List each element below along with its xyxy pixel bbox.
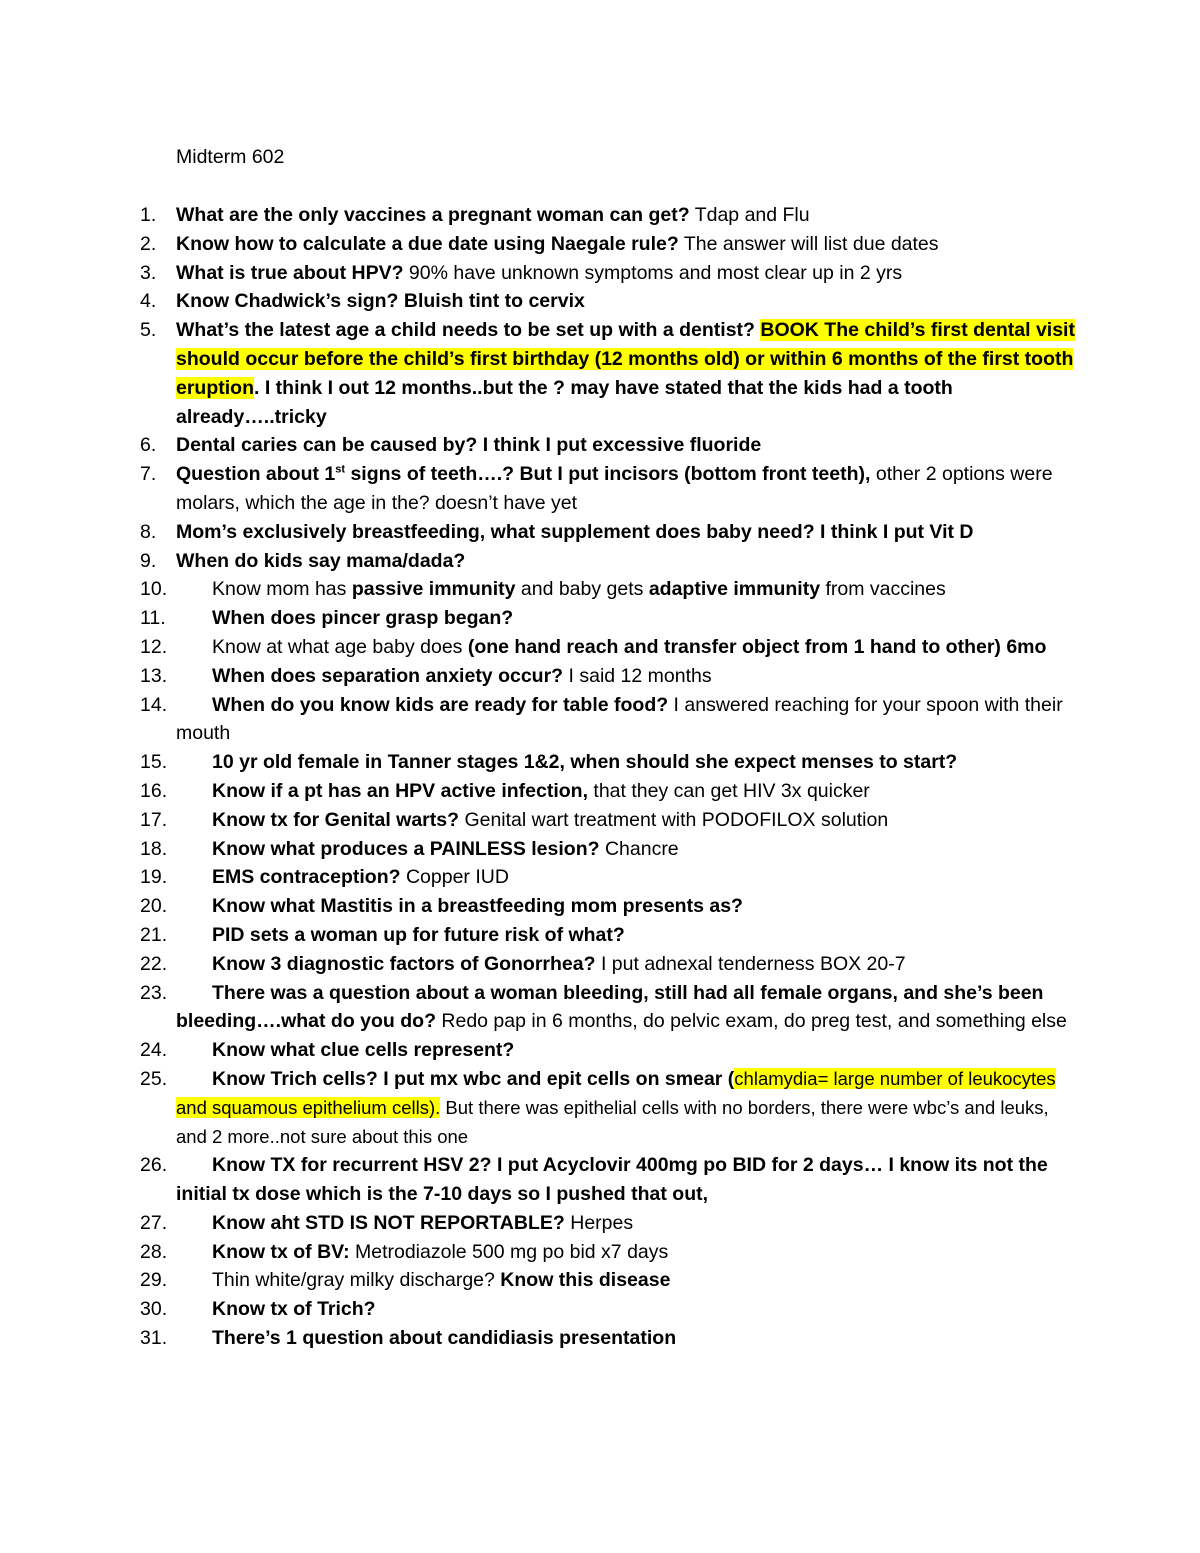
item-number: 29. — [140, 1269, 168, 1292]
question-text: Know 3 diagnostic factors of Gonorrhea? — [212, 952, 596, 975]
question-text: When does separation anxiety occur? — [212, 664, 564, 687]
question-text: passive immunity — [351, 578, 516, 601]
list-item — [0, 921, 1076, 950]
question-text: Know tx of Trich? — [212, 1298, 376, 1321]
question-text: What’s the latest age a child needs to be set up with a dentist? — [176, 319, 755, 342]
list-item — [0, 950, 1076, 979]
item-number: 13. — [140, 664, 168, 687]
item-number: 25. — [140, 1067, 168, 1090]
list-item — [0, 1065, 1076, 1151]
answer-text: Copper IUD — [400, 866, 509, 889]
item-number: 27. — [140, 1211, 168, 1234]
question-text: When do you know kids are ready for table food? — [212, 693, 669, 716]
list-item — [0, 201, 1076, 230]
answer-text: Tdap and Flu — [689, 204, 810, 226]
item-number: 6. — [140, 434, 157, 457]
question-text: PID sets a woman up for future risk of what? — [212, 923, 625, 946]
item-number: 17. — [140, 808, 168, 831]
item-number: 2. — [140, 232, 157, 255]
question-text: Mom’s exclusively breastfeeding, what supplement does baby need? I think I put Vit D — [176, 520, 974, 543]
question-text: Know TX for recurrent HSV 2? I put Acyclovir 400mg po BID for 2 days… I know its not the initial tx dose which is the 7-10 days so I pushed that out, — [176, 1154, 1048, 1206]
question-text: There’s 1 question about candidiasis presentation — [212, 1327, 677, 1350]
item-number: 9. — [140, 549, 157, 572]
answer-text: Know mom has — [212, 578, 352, 601]
highlighted-answer: chlamydia= large number of leukocytes and squamous epithelium cells). — [176, 1067, 1056, 1118]
answer-text: Redo pap in 6 months, do pelvic exam, do preg test, and something else — [435, 1010, 1067, 1033]
question-text: Know what clue cells represent? — [212, 1039, 515, 1062]
item-number: 11. — [140, 607, 166, 630]
list-item — [0, 287, 1076, 316]
question-text: Know aht STD IS NOT REPORTABLE? — [212, 1211, 565, 1234]
list-item — [0, 518, 1076, 547]
question-text: (one hand reach and transfer object from 1 hand to other) 6mo — [467, 635, 1047, 658]
answer-text: that they can get HIV 3x quicker — [587, 779, 870, 802]
list-item — [0, 1295, 1076, 1324]
question-text: 10 yr old female in Tanner stages 1&2, when should she expect menses to start? — [212, 751, 958, 774]
question-text: When does pincer grasp began? — [212, 607, 514, 630]
question-text: Know how to calculate a due date using Naegale rule? — [176, 232, 679, 255]
question-text: Dental caries can be caused by? I think I put excessive fluoride — [176, 434, 762, 457]
list-item — [0, 1324, 1076, 1353]
item-number: 20. — [140, 895, 168, 918]
item-number: 15. — [140, 751, 168, 774]
question-text: When do kids say mama/dada? — [176, 549, 466, 572]
item-number: 4. — [140, 290, 157, 313]
item-number: 30. — [140, 1298, 168, 1321]
list-item — [0, 604, 1076, 633]
list-item — [0, 230, 1076, 259]
item-number: 24. — [140, 1039, 168, 1062]
superscript: st — [335, 463, 346, 476]
question-text: What are the only vaccines a pregnant woman can get? — [176, 204, 690, 226]
item-number: 8. — [140, 520, 157, 543]
punctuation: . — [254, 376, 260, 399]
item-number: 5. — [140, 319, 157, 342]
document-title: Midterm 602 — [176, 146, 285, 168]
list-item — [0, 1238, 1076, 1267]
answer-text: But there was epithelial cells with no borders, there were wbc’s and leuks, and 2 more..not sure about this one — [176, 1096, 1049, 1147]
item-number: 28. — [140, 1240, 168, 1263]
answer-text: Thin white/gray milky discharge? — [212, 1269, 501, 1292]
list-item — [0, 316, 1081, 431]
answer-text: Know at what age baby does — [212, 635, 468, 658]
question-text: Know this disease — [500, 1269, 671, 1292]
item-number: 26. — [140, 1154, 168, 1177]
list-item — [0, 691, 1076, 749]
question-text: Know what Mastitis in a breastfeeding mom presents as? — [212, 895, 743, 918]
item-number: 22. — [140, 952, 168, 975]
list-item — [0, 1151, 1076, 1209]
answer-text: Genital wart treatment with PODOFILOX solution — [459, 808, 889, 831]
item-number: 16. — [140, 779, 168, 802]
answer-text: I answered reaching for your spoon with their mouth — [176, 693, 1063, 745]
answer-text: I said 12 months — [563, 664, 712, 687]
list-item — [0, 259, 1076, 288]
question-list — [0, 201, 1200, 1353]
item-number: 18. — [140, 837, 168, 860]
question-text: adaptive immunity — [648, 578, 821, 601]
answer-text: other 2 options were molars, which the age in the? doesn’t have yet — [176, 463, 1053, 514]
item-number: 12. — [140, 635, 168, 658]
list-item — [0, 835, 1076, 864]
list-item — [0, 806, 1076, 835]
item-number: 3. — [140, 261, 157, 284]
answer-text: from vaccines — [820, 578, 946, 601]
list-item — [0, 662, 1076, 691]
highlighted-answer: BOOK The child’s first dental visit should occur before the child’s first birthday (12 months old) or within 6 months of the first tooth eruption — [176, 319, 1075, 399]
list-item — [0, 1209, 1076, 1238]
list-item — [0, 547, 1076, 576]
comment-text: I think I out 12 months..but the ? may have stated that the kids had a tooth already…..tricky — [176, 376, 953, 428]
item-number: 31. — [140, 1327, 168, 1350]
list-item — [0, 1266, 1076, 1295]
item-number: 21. — [140, 923, 168, 946]
question-text: Know tx for Genital warts? — [212, 808, 460, 831]
question-text: EMS contraception? — [212, 866, 401, 889]
list-item — [0, 1036, 1076, 1065]
list-item — [0, 892, 1076, 921]
question-text: Know what produces a PAINLESS lesion? — [212, 837, 600, 860]
item-number: 23. — [140, 981, 168, 1004]
question-text: Know Chadwick’s sign? Bluish tint to cervix — [176, 290, 585, 313]
question-text: There was a question about a woman bleeding, still had all female organs, and she’s been bleeding….what do you do? — [176, 981, 1044, 1033]
item-number: 10. — [140, 578, 168, 601]
question-text: Know if a pt has an HPV active infection, — [212, 779, 588, 802]
question-text: signs of teeth….? But I put incisors (bottom front teeth), — [345, 463, 871, 486]
question-text: What is true about HPV? — [176, 261, 404, 284]
list-item — [0, 863, 1076, 892]
answer-text: I put adnexal tenderness BOX 20-7 — [595, 952, 906, 975]
item-number: 1. — [140, 204, 157, 226]
answer-text: Herpes — [564, 1211, 634, 1234]
question-text: Know tx of BV: — [212, 1240, 350, 1263]
answer-text: Chancre — [599, 837, 679, 860]
list-item — [0, 748, 1076, 777]
answer-text: The answer will list due dates — [678, 232, 939, 255]
list-item — [0, 575, 1076, 604]
item-number: 14. — [140, 693, 168, 716]
answer-text: Metrodiazole 500 mg po bid x7 days — [349, 1240, 669, 1263]
answer-text: 90% have unknown symptoms and most clear up in 2 yrs — [403, 261, 903, 284]
question-text: Question about 1 — [176, 463, 336, 486]
question-text: Know Trich cells? I put mx wbc and epit cells on smear ( — [212, 1067, 735, 1090]
list-item — [0, 460, 1076, 518]
answer-text: and baby gets — [515, 578, 649, 601]
item-number: 19. — [140, 866, 168, 889]
item-number: 7. — [140, 463, 157, 486]
list-item — [0, 979, 1076, 1037]
list-item — [0, 431, 1076, 460]
list-item — [0, 777, 1076, 806]
list-item — [0, 633, 1076, 662]
